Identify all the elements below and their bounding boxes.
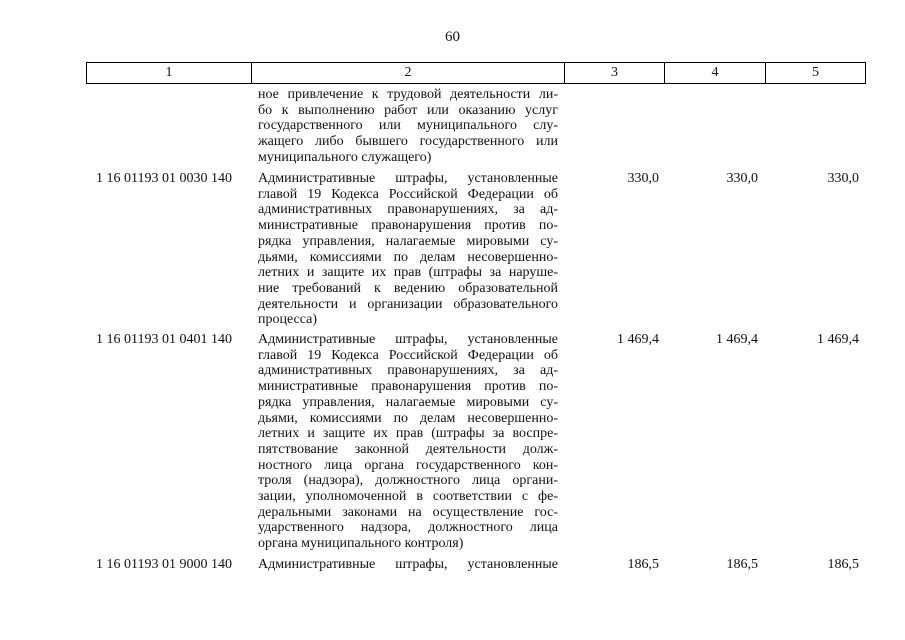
row-value-col5: 186,5 bbox=[827, 557, 859, 572]
text-line: рядка управления, налагаемые мировыми су- bbox=[258, 233, 558, 249]
text-line: ние требований к ведению образовательной bbox=[258, 280, 558, 296]
row-value-col3: 1 469,4 bbox=[617, 332, 659, 347]
text-line: административных правонарушениях, за ад- bbox=[258, 202, 558, 218]
row-value-col3: 186,5 bbox=[627, 557, 659, 572]
text-line: летних и защите их прав (штрафы за воспре- bbox=[258, 426, 558, 442]
text-line: дьями, комиссиями по делам несовершенно- bbox=[258, 410, 558, 426]
row-code: 1 16 01193 01 0401 140 bbox=[96, 332, 232, 347]
text-line: главой 19 Кодекса Российской Федерации об bbox=[258, 186, 558, 202]
row-value-col4: 186,5 bbox=[726, 557, 758, 572]
row-code: 1 16 01193 01 9000 140 bbox=[96, 557, 232, 572]
text-line: ное привлечение к трудовой деятельности ли- bbox=[258, 87, 558, 102]
text-line: главой 19 Кодекса Российской Федерации об bbox=[258, 347, 558, 363]
text-line: летних и защите их прав (штрафы за наруше- bbox=[258, 265, 558, 281]
text-line: деятельности и организации образовательного bbox=[258, 296, 558, 312]
row-value-col3: 330,0 bbox=[627, 171, 659, 186]
text-line: министративные правонарушения против по- bbox=[258, 218, 558, 234]
text-line: муниципального служащего) bbox=[258, 149, 432, 165]
text-line: бо к выполнению работ или оказанию услуг bbox=[258, 102, 558, 118]
text-line: зации, уполномоченной в соответствии с фе- bbox=[258, 489, 558, 505]
column-header-1: 1 bbox=[86, 62, 251, 84]
row-description bbox=[258, 557, 558, 573]
text-line: Административные штрафы, установленные bbox=[258, 332, 558, 347]
text-line: органа муниципального контроля) bbox=[258, 536, 464, 552]
text-line: процесса) bbox=[258, 312, 318, 328]
continuation-text bbox=[258, 87, 558, 166]
row-code: 1 16 01193 01 0030 140 bbox=[96, 171, 232, 186]
text-line: жащего либо бывшего государственного или bbox=[258, 134, 558, 150]
text-line: деральными законами на осуществление гос- bbox=[258, 504, 558, 520]
row-description bbox=[258, 171, 558, 328]
text-line: министративные правонарушения против по- bbox=[258, 379, 558, 395]
column-header-4: 4 bbox=[664, 62, 765, 84]
row-value-col4: 330,0 bbox=[726, 171, 758, 186]
row-value-col4: 1 469,4 bbox=[716, 332, 758, 347]
text-line: Административные штрафы, установленные bbox=[258, 171, 558, 186]
text-line: дьями, комиссиями по делам несовершенно- bbox=[258, 249, 558, 265]
text-line: административных правонарушениях, за ад- bbox=[258, 363, 558, 379]
column-header-5: 5 bbox=[765, 62, 866, 84]
text-line: рядка управления, налагаемые мировыми су- bbox=[258, 394, 558, 410]
text-line: ностного лица органа государственного кон- bbox=[258, 457, 558, 473]
row-value-col5: 330,0 bbox=[827, 171, 859, 186]
text-line: пятствование законной деятельности долж- bbox=[258, 441, 558, 457]
text-line: государственного или муниципального слу- bbox=[258, 118, 558, 134]
column-header-2: 2 bbox=[251, 62, 564, 84]
text-line: Административные штрафы, установленные bbox=[258, 557, 558, 572]
page-number: 60 bbox=[445, 29, 460, 45]
row-value-col5: 1 469,4 bbox=[817, 332, 859, 347]
text-line: ударственного надзора, должностного лица bbox=[258, 520, 558, 536]
column-header-3: 3 bbox=[564, 62, 664, 84]
text-line: троля (надзора), должностного лица органи- bbox=[258, 473, 558, 489]
row-description bbox=[258, 332, 558, 552]
